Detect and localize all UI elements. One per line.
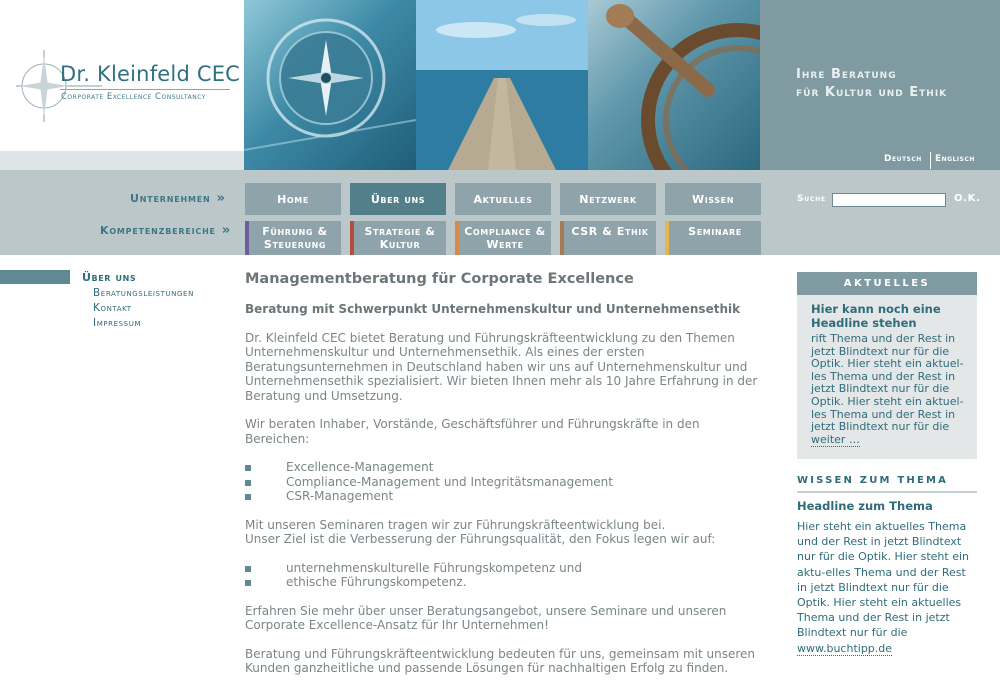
- list-item: Excellence-Management: [245, 460, 765, 475]
- list-item: CSR-Management: [245, 489, 765, 504]
- subnav-item-beratungsleistungen[interactable]: Beratungsleistungen: [93, 287, 194, 299]
- logo-title: Dr. Kleinfeld CEC: [60, 62, 241, 86]
- nav-label-line-1: Seminare: [688, 225, 742, 238]
- aktuelles-box: [797, 272, 977, 459]
- nav-seminare[interactable]: [665, 221, 761, 255]
- nav-fuehrung-steuerung[interactable]: [245, 221, 341, 255]
- list-item: unternehmenskulturelle Führungskompetenz und: [245, 561, 765, 576]
- header-photo-ship-wheel: [588, 0, 760, 170]
- aktuelles-heading: AKTUELLES: [797, 272, 977, 295]
- nav-home[interactable]: Home: [245, 183, 341, 215]
- search-input[interactable]: [832, 193, 946, 207]
- tagline-panel: [760, 0, 1000, 151]
- paragraph-mehr: Erfahren Sie mehr über unser Beratungsangebot, unsere Seminare und unseren Corporate Excellence-Ansatz für Ihr Unternehmen!: [245, 603, 727, 632]
- nav-ueber-uns[interactable]: Über uns: [350, 183, 446, 215]
- nav-row-label-unternehmen: [130, 191, 223, 206]
- paragraph-seminare: [245, 518, 765, 547]
- double-chevron-right-icon: »: [216, 191, 223, 206]
- subnav-item-kontakt[interactable]: Kontakt: [93, 302, 132, 314]
- pier-photo-icon: [416, 0, 588, 170]
- nav-label-line-1: Führung &: [262, 225, 328, 238]
- main-content: [245, 270, 765, 690]
- language-english-link[interactable]: Englisch: [935, 154, 975, 164]
- list-item: ethische Führungskompetenz.: [245, 575, 765, 590]
- aktuelles-more-link[interactable]: weiter …: [811, 432, 860, 446]
- ship-wheel-photo-icon: [588, 0, 760, 170]
- paragraph-bereiche: Wir beraten Inhaber, Vorstände, Geschäftsführer und Führungskräfte in den Bereichen:: [245, 417, 700, 446]
- nav-label-line-1: CSR & Ethik: [571, 225, 649, 238]
- wissen-body: Hier steht ein aktuelles Thema und der Rest in jetzt Blindtext nur für die Optik. Hier steht ein aktu-elles Thema und der Rest in jetzt Blindtext nur für die Optik. Hier steht ein aktuelles Thema und der Rest in jetzt Blindtext nur für die: [797, 520, 970, 640]
- nav-row-label-text: Unternehmen: [130, 192, 211, 205]
- nav-label-line-1: Strategie &: [364, 225, 436, 238]
- logo[interactable]: [0, 0, 244, 151]
- subnav-title[interactable]: Über uns: [82, 271, 137, 284]
- language-separator: [930, 152, 931, 169]
- aktuelles-body: rift Thema und der Rest in jetzt Blindtext nur für die Optik. Hier steht ein aktuel-les Thema und der Rest in jetzt Blindtext nur für die Optik. Hier steht ein aktuel-les Thema und der Rest in jetzt Blindtext nur für die: [811, 332, 964, 434]
- logo-divider: [60, 89, 230, 90]
- nav-row-label-kompetenzbereiche: [100, 223, 228, 238]
- wissen-link[interactable]: www.buchtipp.de: [797, 641, 893, 655]
- nav-label-line-2: Werte: [486, 238, 524, 251]
- search-ok-button[interactable]: O.K.: [954, 193, 981, 204]
- wissen-text: [797, 519, 979, 656]
- paragraph-fazit: Beratung und Führungskräfteentwicklung bedeuten für uns, gemeinsam mit unseren Kunden ganzheitliche und passende Lösungen für nachhaltigen Erfolg zu finden.: [245, 646, 756, 675]
- nav-csr-ethik[interactable]: [560, 221, 656, 255]
- subnav-marker: [0, 270, 70, 284]
- paragraph-intro: Dr. Kleinfeld CEC bietet Beratung und Führungskräfteentwicklung zu den Themen Unternehmenskultur und Unternehmensethik. Als eines der ersten Beratungsunternehmen in Deutschland haben wir uns auf Unternehmenskultur und Unternehmensethik spezialisiert. Wir bieten Ihnen mehr als 10 Jahre Erfahrung in der Beratung und Umsetzung.: [245, 330, 758, 403]
- list-bereiche: [245, 460, 765, 504]
- nav-label-line-2: Kultur: [379, 238, 421, 251]
- subnav-item-impressum[interactable]: Impressum: [93, 317, 142, 329]
- paragraph-line: Mit unseren Seminaren tragen wir zur Führungskräfteentwicklung bei.: [245, 517, 666, 532]
- nav-aktuelles[interactable]: Aktuelles: [455, 183, 551, 215]
- wissen-heading: WISSEN ZUM THEMA: [797, 475, 949, 486]
- page-subtitle: Beratung mit Schwerpunkt Unternehmenskultur und Unternehmensethik: [245, 302, 741, 316]
- nav-label-line-1: Compliance &: [464, 225, 546, 238]
- header-photo-pier: [416, 0, 588, 170]
- nav-label-line-2: Steuerung: [263, 238, 327, 251]
- list-fokus: [245, 561, 765, 590]
- paragraph-line: Unser Ziel ist die Verbesserung der Führungsqualität, den Fokus legen wir auf:: [245, 532, 716, 546]
- nav-wissen[interactable]: Wissen: [665, 183, 761, 215]
- nav-row-label-text: Kompetenzbereiche: [100, 224, 216, 237]
- aktuelles-title[interactable]: Hier kann noch eine Headline stehen: [811, 302, 941, 330]
- page-title: Managementberatung für Corporate Excellence: [245, 271, 634, 287]
- compass-rose-icon: [14, 46, 104, 126]
- nav-compliance-werte[interactable]: [455, 221, 551, 255]
- nav-strategie-kultur[interactable]: [350, 221, 446, 255]
- search-label: Suche: [797, 194, 826, 204]
- double-chevron-right-icon: »: [221, 223, 229, 238]
- tagline-line-2: für Kultur und Ethik: [796, 85, 948, 100]
- nav-netzwerk[interactable]: Netzwerk: [560, 183, 656, 215]
- wissen-divider: [797, 491, 977, 493]
- tagline-line-1: Ihre Beratung: [796, 67, 897, 82]
- header-photo-compass: [244, 0, 416, 170]
- aktuelles-text: [811, 333, 971, 446]
- tagline: [796, 66, 947, 102]
- list-item: Compliance-Management und Integritätsmanagement: [245, 475, 765, 490]
- compass-photo-icon: [244, 0, 416, 170]
- wissen-title[interactable]: Headline zum Thema: [797, 499, 933, 513]
- logo-subtitle: Corporate Excellence Consultancy: [61, 92, 206, 102]
- language-german-link[interactable]: Deutsch: [884, 154, 922, 164]
- language-bar-left: [0, 151, 244, 170]
